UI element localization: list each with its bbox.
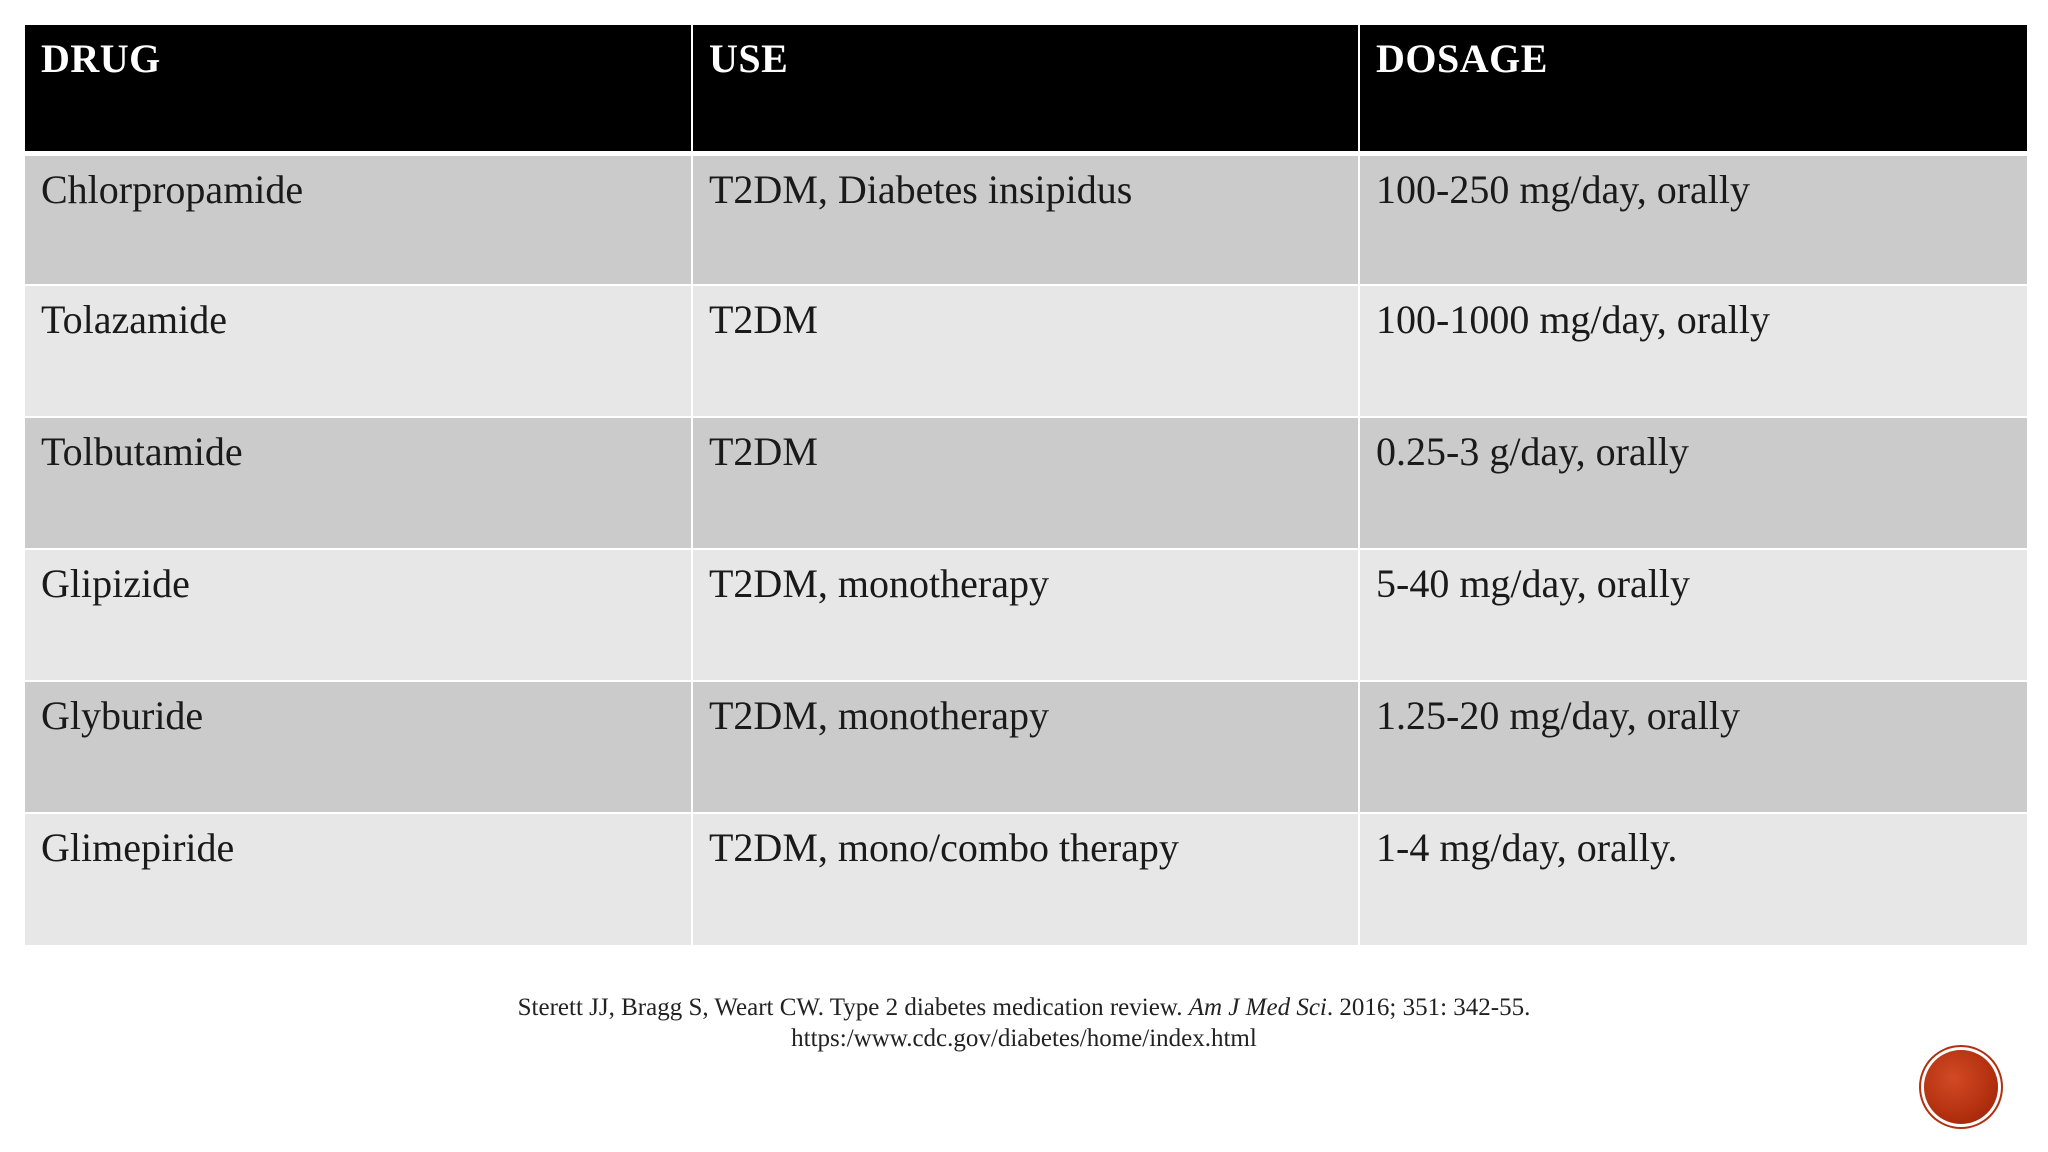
table-row [25,549,2027,681]
cell-use: T2DM [692,285,1359,417]
cell-dosage: 1.25-20 mg/day, orally [1359,681,2027,813]
table-row [25,681,2027,813]
header-drug: DRUG [25,25,692,153]
cell-dosage: 1-4 mg/day, orally. [1359,813,2027,945]
circle-badge-icon [1924,1050,1998,1124]
table-row [25,153,2027,285]
cell-drug: Tolazamide [25,285,692,417]
drug-table [25,25,2027,945]
citation-url[interactable]: https:/www.cdc.gov/diabetes/home/index.html [791,1025,1257,1052]
cell-dosage: 0.25-3 g/day, orally [1359,417,2027,549]
table-row [25,285,2027,417]
cell-use: T2DM, mono/combo therapy [692,813,1359,945]
cell-drug: Glimepiride [25,813,692,945]
cell-drug: Chlorpropamide [25,153,692,285]
cell-drug: Tolbutamide [25,417,692,549]
cell-drug: Glyburide [25,681,692,813]
cell-drug: Glipizide [25,549,692,681]
table-header-row [25,25,2027,153]
header-dosage: DOSAGE [1359,25,2027,153]
citation-details: . 2016; 351: 342-55. [1326,994,1531,1021]
citation-reference [0,992,2048,1023]
header-use: USE [692,25,1359,153]
cell-dosage: 100-1000 mg/day, orally [1359,285,2027,417]
cell-dosage: 5-40 mg/day, orally [1359,549,2027,681]
table-row [25,417,2027,549]
citation-journal: Am J Med Sci [1188,994,1327,1021]
cell-use: T2DM [692,417,1359,549]
cell-use: T2DM, Diabetes insipidus [692,153,1359,285]
cell-dosage: 100-250 mg/day, orally [1359,153,2027,285]
cell-use: T2DM, monotherapy [692,681,1359,813]
cell-use: T2DM, monotherapy [692,549,1359,681]
citation-authors-title: Sterett JJ, Bragg S, Weart CW. Type 2 diabetes medication review. [517,994,1189,1021]
citation [0,992,2048,1054]
table-row [25,813,2027,945]
